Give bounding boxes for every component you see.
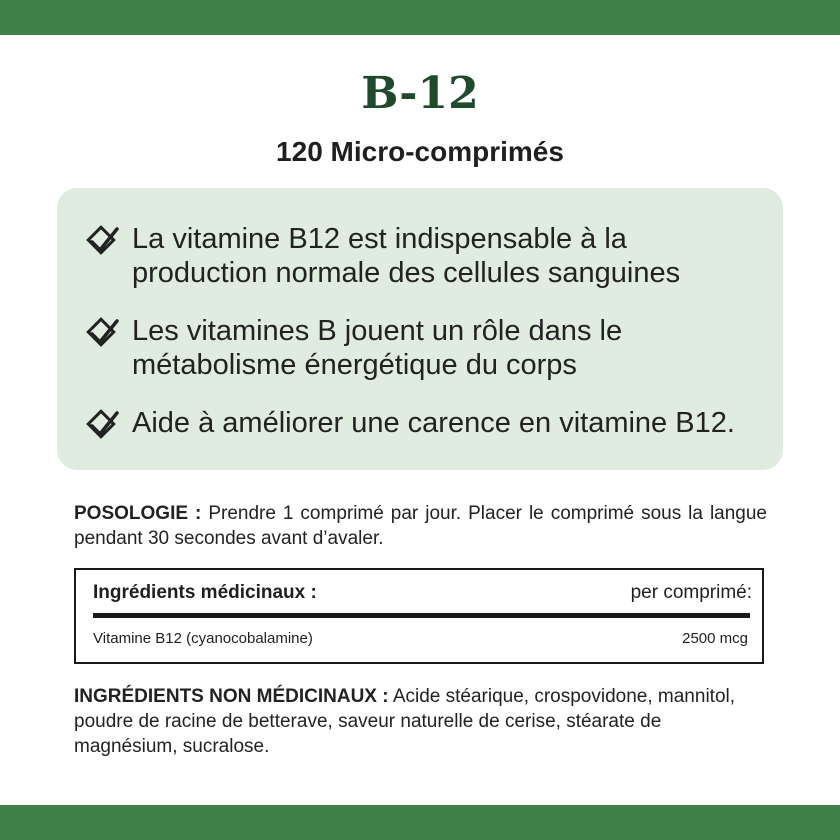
benefit-line: production normale des cellules sanguines: [132, 257, 681, 289]
non-medicinal-label: INGRÉDIENTS NON MÉDICINAUX :: [74, 686, 389, 707]
benefit-line: métabolisme énergétique du corps: [132, 349, 577, 381]
table-header-unit: per comprimé:: [630, 582, 752, 603]
table-divider: [93, 613, 750, 618]
ingredient-amount: 2500 mcg: [682, 630, 748, 647]
dosage-text: Prendre 1 comprimé par jour. Placer le comprimé sous la langue pendant 30 secondes avant d’avaler.: [74, 503, 768, 549]
check-icon: [84, 317, 120, 351]
bottom-band: [0, 805, 840, 840]
table-header-label: Ingrédients médicinaux :: [93, 582, 317, 603]
non-medicinal-text: Acide stéarique, crospovidone, mannitol, poudre de racine de betterave, saveur naturelle de cerise, stéarate de magnésium, sucralose.: [74, 686, 736, 757]
benefit-line: Les vitamines B jouent un rôle dans le: [132, 315, 623, 347]
non-medicinal-section: [74, 684, 767, 759]
dosage-section: [74, 501, 767, 551]
benefit-line: Aide à améliorer une carence en vitamine B12.: [132, 407, 735, 439]
check-icon: [84, 225, 120, 259]
benefits-panel: [57, 188, 783, 470]
ingredient-name: Vitamine B12 (cyanocobalamine): [93, 630, 313, 647]
product-title: B-12: [361, 68, 479, 119]
check-icon: [84, 409, 120, 443]
dosage-label: POSOLOGIE :: [74, 503, 202, 524]
benefit-line: La vitamine B12 est indispensable à la: [132, 223, 627, 255]
product-subtitle: 120 Micro-comprimés: [276, 136, 564, 167]
top-band: [0, 0, 840, 35]
medicinal-ingredients-table: [74, 568, 764, 664]
